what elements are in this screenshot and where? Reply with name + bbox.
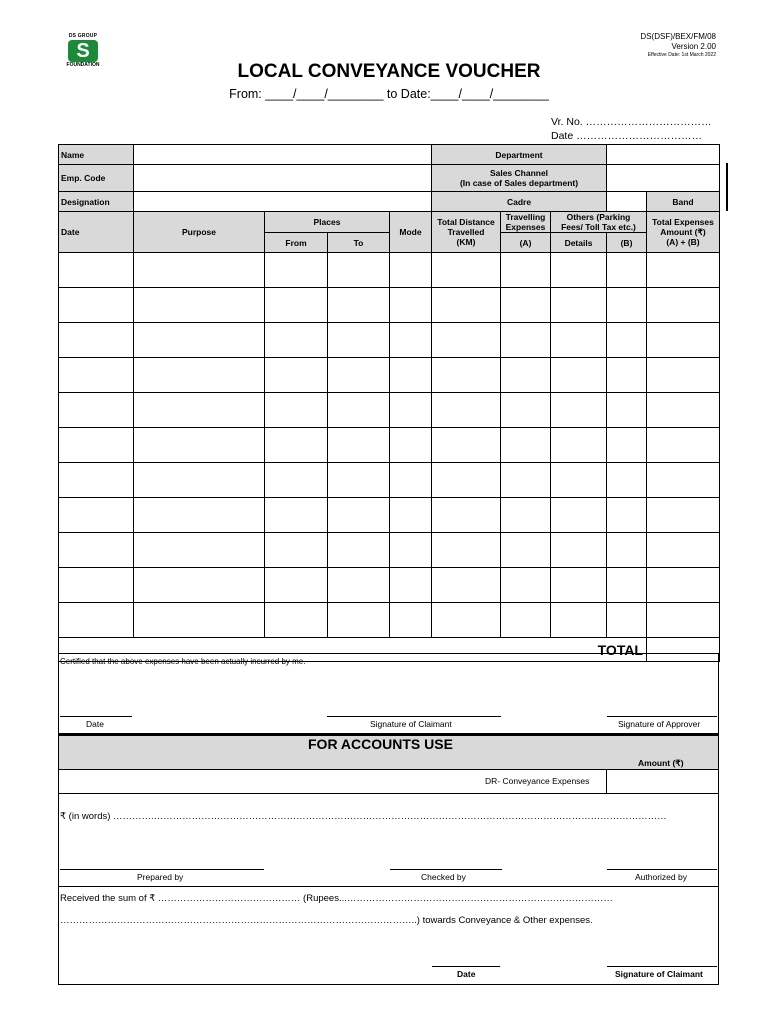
claimant-signature-line bbox=[327, 716, 501, 717]
expense-cell[interactable] bbox=[390, 323, 432, 358]
col-total-l1: Total Expenses bbox=[652, 217, 714, 227]
expense-cell[interactable] bbox=[647, 603, 720, 638]
expense-cell[interactable] bbox=[501, 603, 551, 638]
expense-cell[interactable] bbox=[551, 288, 607, 323]
expense-cell[interactable] bbox=[134, 498, 265, 533]
cadre-label: Cadre bbox=[432, 192, 607, 212]
expense-cell[interactable] bbox=[607, 428, 647, 463]
col-total-l2: Amount (₹) bbox=[660, 227, 706, 237]
expense-cell[interactable] bbox=[390, 603, 432, 638]
expense-row bbox=[59, 358, 720, 393]
expense-row bbox=[59, 288, 720, 323]
expense-cell[interactable] bbox=[59, 533, 134, 568]
col-b: (B) bbox=[607, 233, 647, 253]
authorized-by-label: Authorized by bbox=[635, 872, 687, 882]
effective-date: Effective Date: 1st March 2022 bbox=[647, 52, 716, 58]
expense-cell[interactable] bbox=[59, 323, 134, 358]
form-code: DS(DSF)/BEX/FM/08 bbox=[640, 32, 716, 41]
department-input[interactable] bbox=[607, 145, 720, 165]
expense-cell[interactable] bbox=[265, 463, 328, 498]
expense-cell[interactable] bbox=[432, 288, 501, 323]
expense-cell[interactable] bbox=[432, 428, 501, 463]
expense-cell[interactable] bbox=[328, 603, 390, 638]
expense-cell[interactable] bbox=[551, 533, 607, 568]
voucher-table bbox=[58, 144, 720, 662]
expense-cell[interactable] bbox=[328, 288, 390, 323]
expense-cell[interactable] bbox=[501, 253, 551, 288]
sales-channel-label bbox=[432, 165, 607, 192]
approver-signature-line bbox=[607, 716, 717, 717]
expense-cell[interactable] bbox=[607, 358, 647, 393]
expense-cell[interactable] bbox=[551, 568, 607, 603]
dr-amount-divider bbox=[606, 769, 607, 793]
expense-cell[interactable] bbox=[647, 533, 720, 568]
expense-cell[interactable] bbox=[59, 463, 134, 498]
expense-cell[interactable] bbox=[432, 533, 501, 568]
expense-cell[interactable] bbox=[647, 358, 720, 393]
expense-cell[interactable] bbox=[265, 568, 328, 603]
expense-cell[interactable] bbox=[265, 288, 328, 323]
voucher-number-field[interactable]: Vr. No. ……………………………… bbox=[551, 116, 712, 128]
col-total-l3: (A) + (B) bbox=[666, 237, 700, 247]
voucher-date-field[interactable]: Date ……………………………… bbox=[551, 130, 703, 142]
expense-cell[interactable] bbox=[432, 463, 501, 498]
expense-cell[interactable] bbox=[432, 568, 501, 603]
col-others-l2: Fees/ Toll Tax etc.) bbox=[561, 222, 636, 232]
expense-cell[interactable] bbox=[328, 428, 390, 463]
expense-cell[interactable] bbox=[134, 428, 265, 463]
expense-cell[interactable] bbox=[265, 358, 328, 393]
expense-cell[interactable] bbox=[390, 393, 432, 428]
logo-bottom-text: FOUNDATION bbox=[66, 62, 100, 68]
col-distance-l3: (KM) bbox=[456, 237, 476, 247]
expense-cell[interactable] bbox=[501, 323, 551, 358]
expense-row bbox=[59, 568, 720, 603]
emp-code-input[interactable] bbox=[134, 165, 432, 192]
expense-rows bbox=[59, 253, 720, 638]
expense-cell[interactable] bbox=[390, 253, 432, 288]
expense-cell[interactable] bbox=[134, 568, 265, 603]
col-to: To bbox=[328, 233, 390, 253]
expense-cell[interactable] bbox=[501, 358, 551, 393]
accounts-section bbox=[58, 734, 719, 985]
amount-in-words-field[interactable]: ₹ (in words) ………….……………………………………………………………………………………………………………………………………………… bbox=[60, 811, 667, 822]
expense-cell[interactable] bbox=[390, 463, 432, 498]
expense-cell[interactable] bbox=[607, 568, 647, 603]
prepared-by-label: Prepared by bbox=[137, 872, 184, 882]
expense-cell[interactable] bbox=[607, 463, 647, 498]
expense-cell[interactable] bbox=[501, 498, 551, 533]
expense-cell[interactable] bbox=[607, 533, 647, 568]
expense-cell[interactable] bbox=[59, 393, 134, 428]
sales-channel-input[interactable] bbox=[607, 165, 720, 192]
expense-row bbox=[59, 253, 720, 288]
expense-cell[interactable] bbox=[551, 393, 607, 428]
expense-cell[interactable] bbox=[501, 288, 551, 323]
expense-cell[interactable] bbox=[328, 253, 390, 288]
prepared-line bbox=[60, 869, 264, 870]
page-title: LOCAL CONVEYANCE VOUCHER bbox=[237, 61, 541, 82]
received-divider bbox=[58, 886, 719, 887]
received-date-label: Date bbox=[457, 969, 476, 979]
expense-cell[interactable] bbox=[390, 288, 432, 323]
expense-cell[interactable] bbox=[328, 323, 390, 358]
expense-cell[interactable] bbox=[432, 393, 501, 428]
expense-row bbox=[59, 533, 720, 568]
col-date: Date bbox=[59, 212, 134, 253]
sales-channel-line2: (In case of Sales department) bbox=[459, 178, 579, 188]
expense-cell[interactable] bbox=[647, 568, 720, 603]
emp-code-label: Emp. Code bbox=[59, 165, 134, 192]
expense-cell[interactable] bbox=[551, 463, 607, 498]
expense-cell[interactable] bbox=[607, 393, 647, 428]
expense-cell[interactable] bbox=[59, 288, 134, 323]
expense-cell[interactable] bbox=[134, 358, 265, 393]
expense-cell[interactable] bbox=[328, 533, 390, 568]
accounts-heading-divider bbox=[58, 769, 719, 770]
received-line-1: Received the sum of ₹ ……………………………………… (Rupees...………………………………………………………………………… bbox=[60, 893, 613, 904]
expense-cell[interactable] bbox=[328, 393, 390, 428]
sales-channel-line1: Sales Channel bbox=[489, 168, 549, 178]
expense-cell[interactable] bbox=[134, 533, 265, 568]
document-meta bbox=[640, 32, 716, 58]
expense-cell[interactable] bbox=[432, 253, 501, 288]
expense-cell[interactable] bbox=[501, 533, 551, 568]
expense-cell[interactable] bbox=[501, 568, 551, 603]
expense-cell[interactable] bbox=[265, 533, 328, 568]
checked-by-label: Checked by bbox=[421, 872, 466, 882]
expense-cell[interactable] bbox=[647, 428, 720, 463]
expense-cell[interactable] bbox=[265, 428, 328, 463]
expense-cell[interactable] bbox=[59, 603, 134, 638]
expense-cell[interactable] bbox=[390, 568, 432, 603]
col-travel-l1: Travelling bbox=[505, 212, 546, 222]
expense-cell[interactable] bbox=[432, 498, 501, 533]
expense-cell[interactable] bbox=[551, 498, 607, 533]
logo-mark: S bbox=[68, 40, 98, 62]
expense-row bbox=[59, 463, 720, 498]
expense-cell[interactable] bbox=[607, 323, 647, 358]
expense-cell[interactable] bbox=[134, 463, 265, 498]
expense-cell[interactable] bbox=[265, 323, 328, 358]
checked-line bbox=[390, 869, 502, 870]
received-date-line bbox=[432, 966, 500, 967]
period-line: From: ____/____/________ to Date:____/____/________ bbox=[229, 87, 549, 101]
expense-cell[interactable] bbox=[328, 568, 390, 603]
expense-cell[interactable] bbox=[647, 498, 720, 533]
name-label: Name bbox=[59, 145, 134, 165]
expense-cell[interactable] bbox=[432, 603, 501, 638]
col-purpose: Purpose bbox=[134, 212, 265, 253]
expense-cell[interactable] bbox=[328, 358, 390, 393]
expense-cell[interactable] bbox=[551, 358, 607, 393]
expense-cell[interactable] bbox=[432, 323, 501, 358]
col-travel-l2: Expenses bbox=[505, 222, 546, 232]
expense-cell[interactable] bbox=[59, 568, 134, 603]
expense-cell[interactable] bbox=[59, 358, 134, 393]
expense-cell[interactable] bbox=[265, 603, 328, 638]
col-distance bbox=[432, 212, 501, 253]
col-mode: Mode bbox=[390, 212, 432, 253]
form-version: Version 2.00 bbox=[671, 42, 716, 51]
expense-cell[interactable] bbox=[265, 498, 328, 533]
expense-cell[interactable] bbox=[647, 393, 720, 428]
col-travel-a: (A) bbox=[501, 233, 551, 253]
received-signature-label: Signature of Claimant bbox=[615, 969, 703, 979]
expense-row bbox=[59, 498, 720, 533]
designation-input[interactable] bbox=[134, 192, 432, 212]
col-travel bbox=[501, 212, 551, 233]
expense-cell[interactable] bbox=[647, 253, 720, 288]
col-from: From bbox=[265, 233, 328, 253]
certification-text: Certified that the above expenses have been actually incurred by me. bbox=[60, 657, 306, 666]
expense-cell[interactable] bbox=[328, 498, 390, 533]
expense-cell[interactable] bbox=[607, 498, 647, 533]
expense-cell[interactable] bbox=[647, 463, 720, 498]
col-details: Details bbox=[551, 233, 607, 253]
expense-cell[interactable] bbox=[265, 393, 328, 428]
expense-cell[interactable] bbox=[265, 253, 328, 288]
accounts-heading: FOR ACCOUNTS USE bbox=[308, 736, 453, 752]
col-others bbox=[551, 212, 647, 233]
expense-cell[interactable] bbox=[390, 428, 432, 463]
expense-cell[interactable] bbox=[501, 428, 551, 463]
sign-claimant-label: Signature of Claimant bbox=[370, 719, 452, 729]
authorized-line bbox=[607, 869, 717, 870]
expense-cell[interactable] bbox=[390, 533, 432, 568]
received-signature-line bbox=[607, 966, 717, 967]
expense-cell[interactable] bbox=[134, 253, 265, 288]
cadre-input[interactable] bbox=[607, 192, 647, 212]
page-edge-mark bbox=[726, 163, 728, 211]
expense-cell[interactable] bbox=[59, 498, 134, 533]
expense-cell[interactable] bbox=[551, 323, 607, 358]
expense-cell[interactable] bbox=[607, 253, 647, 288]
col-distance-l2: Travelled bbox=[447, 227, 485, 237]
sign-date-label: Date bbox=[86, 719, 104, 729]
expense-cell[interactable] bbox=[134, 393, 265, 428]
accounts-amount-label: Amount (₹) bbox=[638, 758, 684, 768]
expense-row bbox=[59, 603, 720, 638]
expense-cell[interactable] bbox=[551, 428, 607, 463]
expense-row bbox=[59, 393, 720, 428]
received-line-2: …………………………………………………………………………………………………..) towards Conveyance & Other expenses. bbox=[60, 915, 593, 926]
expense-cell[interactable] bbox=[134, 603, 265, 638]
expense-cell[interactable] bbox=[390, 358, 432, 393]
expense-cell[interactable] bbox=[432, 358, 501, 393]
expense-cell[interactable] bbox=[551, 253, 607, 288]
expense-cell[interactable] bbox=[59, 253, 134, 288]
band-label: Band bbox=[647, 192, 720, 212]
logo-top-text: DS GROUP bbox=[68, 33, 98, 39]
expense-cell[interactable] bbox=[607, 603, 647, 638]
expense-cell[interactable] bbox=[647, 288, 720, 323]
col-total bbox=[647, 212, 720, 253]
expense-cell[interactable] bbox=[134, 323, 265, 358]
department-label: Department bbox=[432, 145, 607, 165]
expense-row bbox=[59, 323, 720, 358]
expense-cell[interactable] bbox=[607, 288, 647, 323]
expense-cell[interactable] bbox=[501, 463, 551, 498]
dr-row-divider bbox=[58, 793, 719, 794]
total-label: TOTAL bbox=[59, 638, 647, 662]
expense-row bbox=[59, 428, 720, 463]
expense-cell[interactable] bbox=[390, 498, 432, 533]
expense-cell[interactable] bbox=[59, 428, 134, 463]
designation-label: Designation bbox=[59, 192, 134, 212]
expense-cell[interactable] bbox=[501, 393, 551, 428]
col-distance-l1: Total Distance bbox=[437, 217, 495, 227]
name-input[interactable] bbox=[134, 145, 432, 165]
date-signature-line bbox=[60, 716, 132, 717]
expense-cell[interactable] bbox=[134, 288, 265, 323]
expense-cell[interactable] bbox=[551, 603, 607, 638]
col-places: Places bbox=[265, 212, 390, 233]
col-others-l1: Others (Parking bbox=[566, 212, 631, 222]
expense-cell[interactable] bbox=[647, 323, 720, 358]
dr-conveyance-label: DR- Conveyance Expenses bbox=[485, 776, 590, 786]
expense-cell[interactable] bbox=[328, 463, 390, 498]
sign-approver-label: Signature of Approver bbox=[618, 719, 701, 729]
